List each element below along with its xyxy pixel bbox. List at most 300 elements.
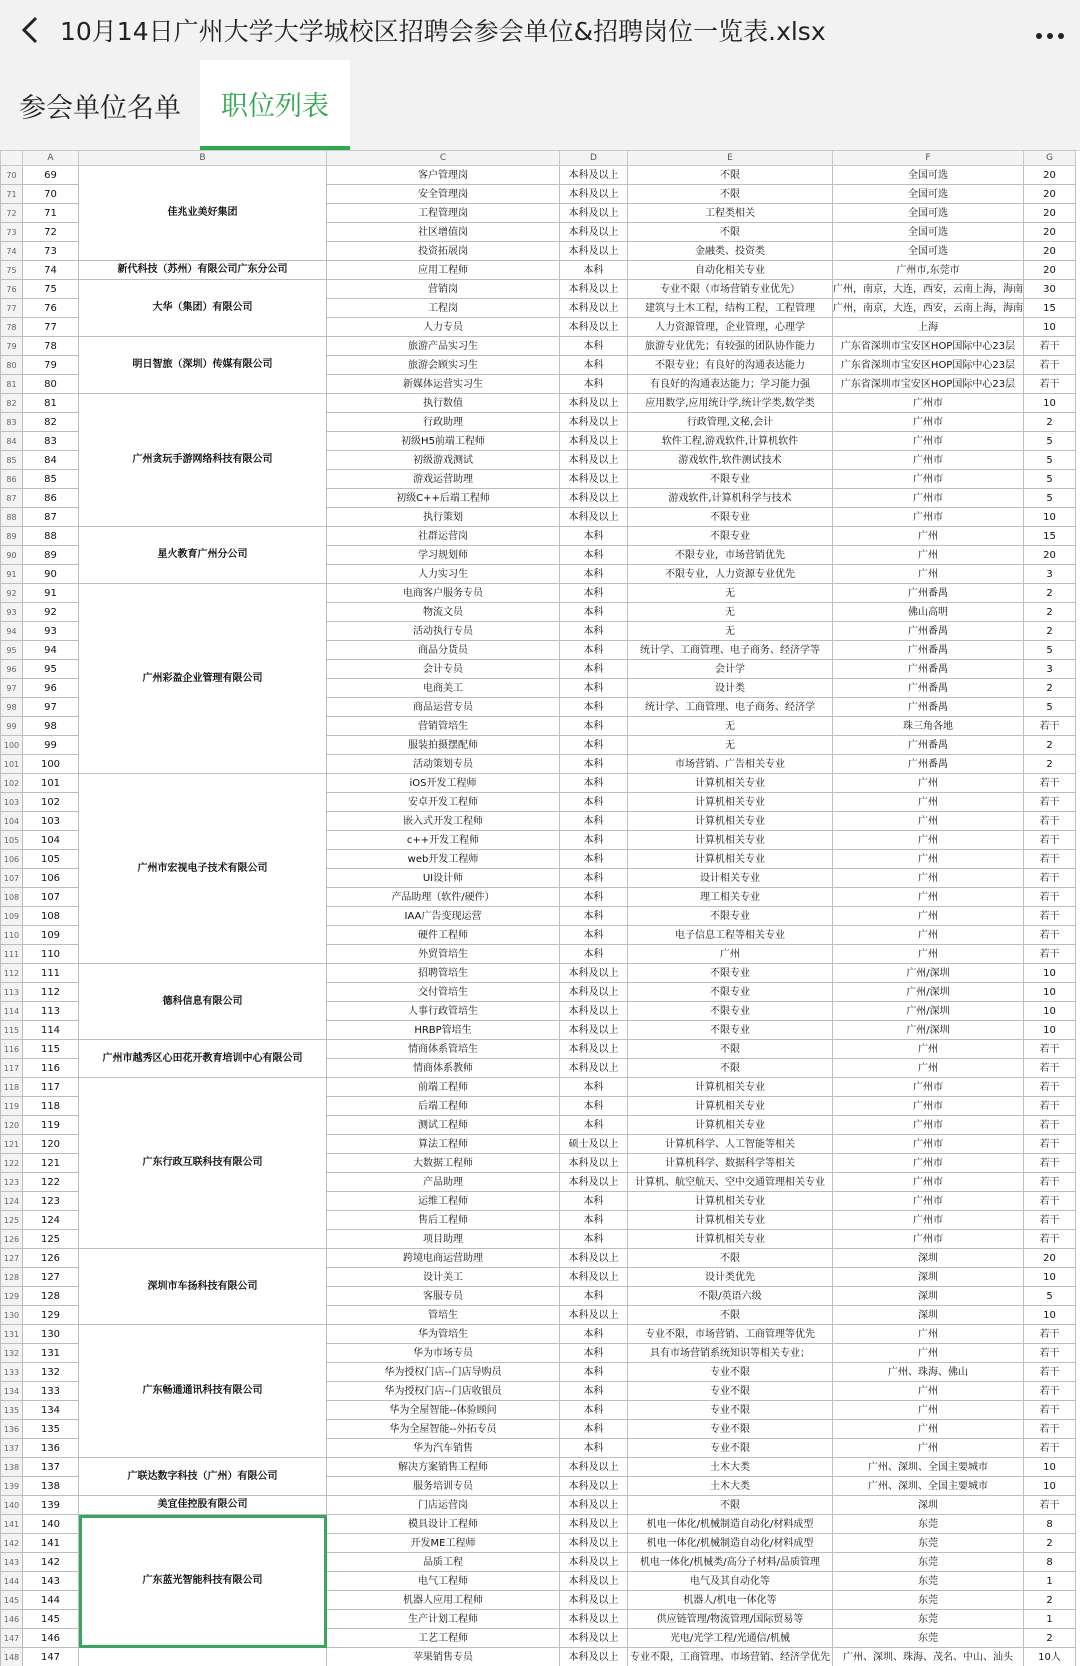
- serial-cell[interactable]: 88: [23, 527, 79, 546]
- job-cell[interactable]: 旅游产品实习生: [327, 337, 560, 356]
- row-number[interactable]: 90: [1, 546, 23, 565]
- job-cell[interactable]: 服务培训专员: [327, 1477, 560, 1496]
- headcount-cell[interactable]: 5: [1024, 698, 1076, 717]
- education-cell[interactable]: 本科: [560, 793, 628, 812]
- location-cell[interactable]: 珠三角各地: [833, 717, 1024, 736]
- headcount-cell[interactable]: 若干: [1024, 1382, 1076, 1401]
- location-cell[interactable]: 广州市: [833, 1192, 1024, 1211]
- table-row[interactable]: [1, 261, 1076, 280]
- major-cell[interactable]: 不限: [628, 1249, 833, 1268]
- job-cell[interactable]: 旅游会顾实习生: [327, 356, 560, 375]
- major-cell[interactable]: 无: [628, 603, 833, 622]
- education-cell[interactable]: 本科: [560, 1230, 628, 1249]
- job-cell[interactable]: 活动策划专员: [327, 755, 560, 774]
- serial-cell[interactable]: 118: [23, 1097, 79, 1116]
- education-cell[interactable]: 本科及以上: [560, 280, 628, 299]
- serial-cell[interactable]: 76: [23, 299, 79, 318]
- major-cell[interactable]: 计算机相关专业: [628, 1116, 833, 1135]
- row-number[interactable]: 104: [1, 812, 23, 831]
- major-cell[interactable]: 游戏软件,计算机科学与技术: [628, 489, 833, 508]
- row-number[interactable]: 125: [1, 1211, 23, 1230]
- job-cell[interactable]: 应用工程师: [327, 261, 560, 280]
- location-cell[interactable]: 广州市: [833, 1230, 1024, 1249]
- serial-cell[interactable]: 95: [23, 660, 79, 679]
- job-cell[interactable]: 新媒体运营实习生: [327, 375, 560, 394]
- major-cell[interactable]: 土木大类: [628, 1477, 833, 1496]
- row-number[interactable]: 114: [1, 1002, 23, 1021]
- headcount-cell[interactable]: 若干: [1024, 812, 1076, 831]
- job-cell[interactable]: 测试工程师: [327, 1116, 560, 1135]
- row-number[interactable]: 72: [1, 204, 23, 223]
- education-cell[interactable]: 本科及以上: [560, 1021, 628, 1040]
- job-cell[interactable]: 会计专员: [327, 660, 560, 679]
- table-row[interactable]: [1, 1040, 1076, 1059]
- major-cell[interactable]: 旅游专业优先；有较强的团队协作能力: [628, 337, 833, 356]
- row-number[interactable]: 140: [1, 1496, 23, 1515]
- row-number[interactable]: 97: [1, 679, 23, 698]
- education-cell[interactable]: 本科: [560, 1382, 628, 1401]
- serial-cell[interactable]: 131: [23, 1344, 79, 1363]
- location-cell[interactable]: 广州，南京，大连，西安，云南上海，海南: [833, 280, 1024, 299]
- headcount-cell[interactable]: 20: [1024, 166, 1076, 185]
- job-cell[interactable]: 客服专员: [327, 1287, 560, 1306]
- job-cell[interactable]: 解决方案销售工程师: [327, 1458, 560, 1477]
- major-cell[interactable]: 广州: [628, 945, 833, 964]
- serial-cell[interactable]: 93: [23, 622, 79, 641]
- job-cell[interactable]: 电商客户服务专员: [327, 584, 560, 603]
- serial-cell[interactable]: 81: [23, 394, 79, 413]
- location-cell[interactable]: 东莞: [833, 1572, 1024, 1591]
- row-number[interactable]: 112: [1, 964, 23, 983]
- location-cell[interactable]: 广州市: [833, 1078, 1024, 1097]
- job-cell[interactable]: 情商体系教师: [327, 1059, 560, 1078]
- company-cell[interactable]: 广东畅通通讯科技有限公司: [79, 1325, 327, 1458]
- headcount-cell[interactable]: 若干: [1024, 869, 1076, 888]
- major-cell[interactable]: 设计相关专业: [628, 869, 833, 888]
- headcount-cell[interactable]: 若干: [1024, 850, 1076, 869]
- location-cell[interactable]: 广州番禺: [833, 755, 1024, 774]
- education-cell[interactable]: 本科: [560, 546, 628, 565]
- education-cell[interactable]: 本科及以上: [560, 394, 628, 413]
- headcount-cell[interactable]: 若干: [1024, 1230, 1076, 1249]
- serial-cell[interactable]: 84: [23, 451, 79, 470]
- headcount-cell[interactable]: 10: [1024, 394, 1076, 413]
- row-number[interactable]: 109: [1, 907, 23, 926]
- job-cell[interactable]: 营销管培生: [327, 717, 560, 736]
- education-cell[interactable]: 本科: [560, 356, 628, 375]
- major-cell[interactable]: 专业不限: [628, 1382, 833, 1401]
- job-cell[interactable]: 后端工程师: [327, 1097, 560, 1116]
- row-number[interactable]: 70: [1, 166, 23, 185]
- headcount-cell[interactable]: 若干: [1024, 1496, 1076, 1515]
- row-number[interactable]: 148: [1, 1648, 23, 1666]
- serial-cell[interactable]: 143: [23, 1572, 79, 1591]
- major-cell[interactable]: 设计类优先: [628, 1268, 833, 1287]
- serial-cell[interactable]: 124: [23, 1211, 79, 1230]
- row-number[interactable]: 102: [1, 774, 23, 793]
- serial-cell[interactable]: 125: [23, 1230, 79, 1249]
- serial-cell[interactable]: 136: [23, 1439, 79, 1458]
- location-cell[interactable]: 广州、深圳、珠海、茂名、中山、汕头: [833, 1648, 1024, 1666]
- major-cell[interactable]: 专业不限，市场营销、工商管理等优先: [628, 1325, 833, 1344]
- row-number[interactable]: 87: [1, 489, 23, 508]
- table-row[interactable]: [1, 1458, 1076, 1477]
- serial-cell[interactable]: 71: [23, 204, 79, 223]
- job-cell[interactable]: 初级游戏测试: [327, 451, 560, 470]
- location-cell[interactable]: 佛山高明: [833, 603, 1024, 622]
- headcount-cell[interactable]: 10: [1024, 1002, 1076, 1021]
- row-number[interactable]: 128: [1, 1268, 23, 1287]
- job-cell[interactable]: 华为汽车销售: [327, 1439, 560, 1458]
- location-cell[interactable]: 广州番禺: [833, 736, 1024, 755]
- serial-cell[interactable]: 78: [23, 337, 79, 356]
- row-number[interactable]: 139: [1, 1477, 23, 1496]
- serial-cell[interactable]: 73: [23, 242, 79, 261]
- serial-cell[interactable]: 103: [23, 812, 79, 831]
- job-cell[interactable]: 行政助理: [327, 413, 560, 432]
- row-number[interactable]: 137: [1, 1439, 23, 1458]
- headcount-cell[interactable]: 若干: [1024, 926, 1076, 945]
- row-number[interactable]: 115: [1, 1021, 23, 1040]
- headcount-cell[interactable]: 若干: [1024, 1135, 1076, 1154]
- job-cell[interactable]: 华为授权门店--门店导购员: [327, 1363, 560, 1382]
- education-cell[interactable]: 本科及以上: [560, 1173, 628, 1192]
- job-cell[interactable]: 品质工程: [327, 1553, 560, 1572]
- headcount-cell[interactable]: 20: [1024, 204, 1076, 223]
- major-cell[interactable]: 不限专业，人力资源专业优先: [628, 565, 833, 584]
- serial-cell[interactable]: 86: [23, 489, 79, 508]
- education-cell[interactable]: 本科: [560, 1363, 628, 1382]
- location-cell[interactable]: 广州番禺: [833, 698, 1024, 717]
- location-cell[interactable]: 广州: [833, 1439, 1024, 1458]
- location-cell[interactable]: 广州番禺: [833, 622, 1024, 641]
- major-cell[interactable]: 计算机相关专业: [628, 1211, 833, 1230]
- location-cell[interactable]: 广州市: [833, 1173, 1024, 1192]
- headcount-cell[interactable]: 20: [1024, 223, 1076, 242]
- education-cell[interactable]: 本科: [560, 1344, 628, 1363]
- table-row[interactable]: [1, 166, 1076, 185]
- major-cell[interactable]: 机器人/机电一体化等: [628, 1591, 833, 1610]
- location-cell[interactable]: 广州、深圳、全国主要城市: [833, 1477, 1024, 1496]
- major-cell[interactable]: 不限/英语六级: [628, 1287, 833, 1306]
- major-cell[interactable]: 专业不限: [628, 1420, 833, 1439]
- serial-cell[interactable]: 98: [23, 717, 79, 736]
- major-cell[interactable]: 不限专业: [628, 907, 833, 926]
- row-number[interactable]: 119: [1, 1097, 23, 1116]
- education-cell[interactable]: 本科及以上: [560, 1059, 628, 1078]
- education-cell[interactable]: 本科: [560, 1439, 628, 1458]
- job-cell[interactable]: 电气工程师: [327, 1572, 560, 1591]
- headcount-cell[interactable]: 2: [1024, 679, 1076, 698]
- table-row[interactable]: [1, 964, 1076, 983]
- headcount-cell[interactable]: 20: [1024, 261, 1076, 280]
- serial-cell[interactable]: 83: [23, 432, 79, 451]
- serial-cell[interactable]: 126: [23, 1249, 79, 1268]
- table-row[interactable]: [1, 1515, 1076, 1534]
- row-number[interactable]: 135: [1, 1401, 23, 1420]
- headcount-cell[interactable]: 10: [1024, 508, 1076, 527]
- location-cell[interactable]: 广州/深圳: [833, 983, 1024, 1002]
- table-row[interactable]: [1, 1249, 1076, 1268]
- serial-cell[interactable]: 108: [23, 907, 79, 926]
- major-cell[interactable]: 无: [628, 622, 833, 641]
- table-row[interactable]: [1, 1325, 1076, 1344]
- headcount-cell[interactable]: 若干: [1024, 1154, 1076, 1173]
- serial-cell[interactable]: 128: [23, 1287, 79, 1306]
- serial-cell[interactable]: 127: [23, 1268, 79, 1287]
- row-number[interactable]: 85: [1, 451, 23, 470]
- major-cell[interactable]: 不限专业: [628, 508, 833, 527]
- job-cell[interactable]: 开发ME工程师: [327, 1534, 560, 1553]
- job-cell[interactable]: 算法工程师: [327, 1135, 560, 1154]
- job-cell[interactable]: 社区增值岗: [327, 223, 560, 242]
- education-cell[interactable]: 本科: [560, 1192, 628, 1211]
- location-cell[interactable]: 广州番禺: [833, 641, 1024, 660]
- major-cell[interactable]: 机电一体化/机械制造自动化/材料成型: [628, 1534, 833, 1553]
- education-cell[interactable]: 本科: [560, 717, 628, 736]
- serial-cell[interactable]: 123: [23, 1192, 79, 1211]
- education-cell[interactable]: 本科及以上: [560, 1553, 628, 1572]
- education-cell[interactable]: 本科及以上: [560, 1591, 628, 1610]
- education-cell[interactable]: 本科: [560, 945, 628, 964]
- education-cell[interactable]: 本科: [560, 565, 628, 584]
- location-cell[interactable]: 广州市: [833, 508, 1024, 527]
- location-cell[interactable]: 广东省深圳市宝安区HOP国际中心23层: [833, 375, 1024, 394]
- location-cell[interactable]: 广州，南京，大连，西安，云南上海，海南: [833, 299, 1024, 318]
- row-number[interactable]: 145: [1, 1591, 23, 1610]
- serial-cell[interactable]: 97: [23, 698, 79, 717]
- education-cell[interactable]: 硕士及以上: [560, 1135, 628, 1154]
- headcount-cell[interactable]: 2: [1024, 1629, 1076, 1648]
- education-cell[interactable]: 本科及以上: [560, 470, 628, 489]
- location-cell[interactable]: 广州/深圳: [833, 1021, 1024, 1040]
- headcount-cell[interactable]: 10: [1024, 1268, 1076, 1287]
- row-number[interactable]: 126: [1, 1230, 23, 1249]
- job-cell[interactable]: 安全管理岗: [327, 185, 560, 204]
- row-number[interactable]: 105: [1, 831, 23, 850]
- company-cell[interactable]: [79, 1648, 327, 1666]
- location-cell[interactable]: 深圳: [833, 1306, 1024, 1325]
- education-cell[interactable]: 本科: [560, 736, 628, 755]
- education-cell[interactable]: 本科及以上: [560, 1458, 628, 1477]
- education-cell[interactable]: 本科: [560, 1420, 628, 1439]
- headcount-cell[interactable]: 15: [1024, 299, 1076, 318]
- education-cell[interactable]: 本科及以上: [560, 166, 628, 185]
- row-number[interactable]: 96: [1, 660, 23, 679]
- row-number[interactable]: 86: [1, 470, 23, 489]
- serial-cell[interactable]: 110: [23, 945, 79, 964]
- row-number[interactable]: 101: [1, 755, 23, 774]
- education-cell[interactable]: 本科: [560, 1097, 628, 1116]
- headcount-cell[interactable]: 20: [1024, 242, 1076, 261]
- serial-cell[interactable]: 72: [23, 223, 79, 242]
- major-cell[interactable]: 不限: [628, 185, 833, 204]
- headcount-cell[interactable]: 若干: [1024, 337, 1076, 356]
- job-cell[interactable]: 设计美工: [327, 1268, 560, 1287]
- row-number[interactable]: 99: [1, 717, 23, 736]
- education-cell[interactable]: 本科及以上: [560, 1477, 628, 1496]
- table-row[interactable]: [1, 337, 1076, 356]
- row-number[interactable]: 127: [1, 1249, 23, 1268]
- serial-cell[interactable]: 135: [23, 1420, 79, 1439]
- job-cell[interactable]: 人事行政管培生: [327, 1002, 560, 1021]
- education-cell[interactable]: 本科及以上: [560, 1496, 628, 1515]
- row-number[interactable]: 123: [1, 1173, 23, 1192]
- major-cell[interactable]: 不限: [628, 1040, 833, 1059]
- major-cell[interactable]: 会计学: [628, 660, 833, 679]
- headcount-cell[interactable]: 2: [1024, 755, 1076, 774]
- headcount-cell[interactable]: 若干: [1024, 1116, 1076, 1135]
- education-cell[interactable]: 本科: [560, 660, 628, 679]
- major-cell[interactable]: 金融类、投资类: [628, 242, 833, 261]
- major-cell[interactable]: 计算机相关专业: [628, 774, 833, 793]
- education-cell[interactable]: 本科: [560, 622, 628, 641]
- major-cell[interactable]: 计算机相关专业: [628, 812, 833, 831]
- row-number[interactable]: 122: [1, 1154, 23, 1173]
- row-number[interactable]: 74: [1, 242, 23, 261]
- major-cell[interactable]: 计算机相关专业: [628, 1230, 833, 1249]
- major-cell[interactable]: 土木大类: [628, 1458, 833, 1477]
- education-cell[interactable]: 本科及以上: [560, 1306, 628, 1325]
- serial-cell[interactable]: 146: [23, 1629, 79, 1648]
- serial-cell[interactable]: 144: [23, 1591, 79, 1610]
- major-cell[interactable]: 软件工程,游戏软件,计算机软件: [628, 432, 833, 451]
- education-cell[interactable]: 本科: [560, 888, 628, 907]
- serial-cell[interactable]: 101: [23, 774, 79, 793]
- headcount-cell[interactable]: 若干: [1024, 1420, 1076, 1439]
- serial-cell[interactable]: 138: [23, 1477, 79, 1496]
- location-cell[interactable]: 广州: [833, 1325, 1024, 1344]
- company-cell[interactable]: 广州市越秀区心田花开教育培训中心有限公司: [79, 1040, 327, 1078]
- location-cell[interactable]: 广东省深圳市宝安区HOP国际中心23层: [833, 356, 1024, 375]
- location-cell[interactable]: 上海: [833, 318, 1024, 337]
- headcount-cell[interactable]: 若干: [1024, 945, 1076, 964]
- major-cell[interactable]: 具有市场营销系统知识等相关专业；: [628, 1344, 833, 1363]
- major-cell[interactable]: 自动化相关专业: [628, 261, 833, 280]
- education-cell[interactable]: 本科: [560, 1401, 628, 1420]
- serial-cell[interactable]: 85: [23, 470, 79, 489]
- major-cell[interactable]: 不限: [628, 166, 833, 185]
- headcount-cell[interactable]: 若干: [1024, 1211, 1076, 1230]
- headcount-cell[interactable]: 若干: [1024, 888, 1076, 907]
- location-cell[interactable]: 广州: [833, 793, 1024, 812]
- company-cell[interactable]: 广州市宏视电子技术有限公司: [79, 774, 327, 964]
- headcount-cell[interactable]: 1: [1024, 1572, 1076, 1591]
- major-cell[interactable]: 不限专业: [628, 964, 833, 983]
- major-cell[interactable]: 游戏软件,软件测试技术: [628, 451, 833, 470]
- education-cell[interactable]: 本科及以上: [560, 1534, 628, 1553]
- headcount-cell[interactable]: 2: [1024, 1591, 1076, 1610]
- headcount-cell[interactable]: 1: [1024, 1610, 1076, 1629]
- location-cell[interactable]: 广州市,东莞市: [833, 261, 1024, 280]
- location-cell[interactable]: 广州、深圳、全国主要城市: [833, 1458, 1024, 1477]
- row-number[interactable]: 138: [1, 1458, 23, 1477]
- job-cell[interactable]: 华为全屋智能--外拓专员: [327, 1420, 560, 1439]
- serial-cell[interactable]: 111: [23, 964, 79, 983]
- major-cell[interactable]: 专业不限（市场营销专业优先）: [628, 280, 833, 299]
- table-row[interactable]: [1, 280, 1076, 299]
- serial-cell[interactable]: 141: [23, 1534, 79, 1553]
- job-cell[interactable]: UI设计师: [327, 869, 560, 888]
- major-cell[interactable]: 计算机科学、数据科学等相关: [628, 1154, 833, 1173]
- location-cell[interactable]: 广州: [833, 907, 1024, 926]
- serial-cell[interactable]: 70: [23, 185, 79, 204]
- company-cell[interactable]: 深圳市车扬科技有限公司: [79, 1249, 327, 1325]
- headcount-cell[interactable]: 15: [1024, 527, 1076, 546]
- row-number[interactable]: 111: [1, 945, 23, 964]
- headcount-cell[interactable]: 若干: [1024, 774, 1076, 793]
- job-cell[interactable]: 产品助理（软件/硬件）: [327, 888, 560, 907]
- table-row[interactable]: [1, 394, 1076, 413]
- job-cell[interactable]: 工程岗: [327, 299, 560, 318]
- education-cell[interactable]: 本科及以上: [560, 1268, 628, 1287]
- row-number[interactable]: 80: [1, 356, 23, 375]
- job-cell[interactable]: 情商体系管培生: [327, 1040, 560, 1059]
- major-cell[interactable]: 不限专业: [628, 470, 833, 489]
- location-cell[interactable]: 东莞: [833, 1591, 1024, 1610]
- job-cell[interactable]: 跨境电商运营助理: [327, 1249, 560, 1268]
- headcount-cell[interactable]: 10: [1024, 1306, 1076, 1325]
- serial-cell[interactable]: 69: [23, 166, 79, 185]
- location-cell[interactable]: 广州: [833, 926, 1024, 945]
- headcount-cell[interactable]: 若干: [1024, 1059, 1076, 1078]
- major-cell[interactable]: 工程类相关: [628, 204, 833, 223]
- location-cell[interactable]: 广州市: [833, 1116, 1024, 1135]
- row-number[interactable]: 88: [1, 508, 23, 527]
- education-cell[interactable]: 本科及以上: [560, 413, 628, 432]
- education-cell[interactable]: 本科及以上: [560, 1610, 628, 1629]
- major-cell[interactable]: 不限: [628, 1306, 833, 1325]
- education-cell[interactable]: 本科: [560, 850, 628, 869]
- location-cell[interactable]: 广州市: [833, 1135, 1024, 1154]
- education-cell[interactable]: 本科及以上: [560, 1154, 628, 1173]
- serial-cell[interactable]: 100: [23, 755, 79, 774]
- headcount-cell[interactable]: 若干: [1024, 1192, 1076, 1211]
- major-cell[interactable]: 不限专业: [628, 1002, 833, 1021]
- table-row[interactable]: [1, 584, 1076, 603]
- row-number[interactable]: 143: [1, 1553, 23, 1572]
- job-cell[interactable]: 外贸管培生: [327, 945, 560, 964]
- headcount-cell[interactable]: 5: [1024, 470, 1076, 489]
- education-cell[interactable]: 本科: [560, 926, 628, 945]
- serial-cell[interactable]: 120: [23, 1135, 79, 1154]
- job-cell[interactable]: 华为管培生: [327, 1325, 560, 1344]
- headcount-cell[interactable]: 若干: [1024, 1040, 1076, 1059]
- headcount-cell[interactable]: 20: [1024, 185, 1076, 204]
- major-cell[interactable]: 计算机、航空航天、空中交通管理相关专业: [628, 1173, 833, 1192]
- headcount-cell[interactable]: 若干: [1024, 1439, 1076, 1458]
- education-cell[interactable]: 本科: [560, 1325, 628, 1344]
- serial-cell[interactable]: 77: [23, 318, 79, 337]
- job-cell[interactable]: 门店运营岗: [327, 1496, 560, 1515]
- serial-cell[interactable]: 130: [23, 1325, 79, 1344]
- location-cell[interactable]: 深圳: [833, 1287, 1024, 1306]
- serial-cell[interactable]: 87: [23, 508, 79, 527]
- education-cell[interactable]: 本科及以上: [560, 508, 628, 527]
- job-cell[interactable]: web开发工程师: [327, 850, 560, 869]
- table-row[interactable]: [1, 1496, 1076, 1515]
- education-cell[interactable]: 本科及以上: [560, 223, 628, 242]
- serial-cell[interactable]: 107: [23, 888, 79, 907]
- headcount-cell[interactable]: 2: [1024, 603, 1076, 622]
- major-cell[interactable]: 供应链管理/物流管理/国际贸易等: [628, 1610, 833, 1629]
- major-cell[interactable]: 计算机相关专业: [628, 1078, 833, 1097]
- major-cell[interactable]: 专业不限: [628, 1401, 833, 1420]
- major-cell[interactable]: 不限: [628, 223, 833, 242]
- serial-cell[interactable]: 122: [23, 1173, 79, 1192]
- serial-cell[interactable]: 119: [23, 1116, 79, 1135]
- serial-cell[interactable]: 75: [23, 280, 79, 299]
